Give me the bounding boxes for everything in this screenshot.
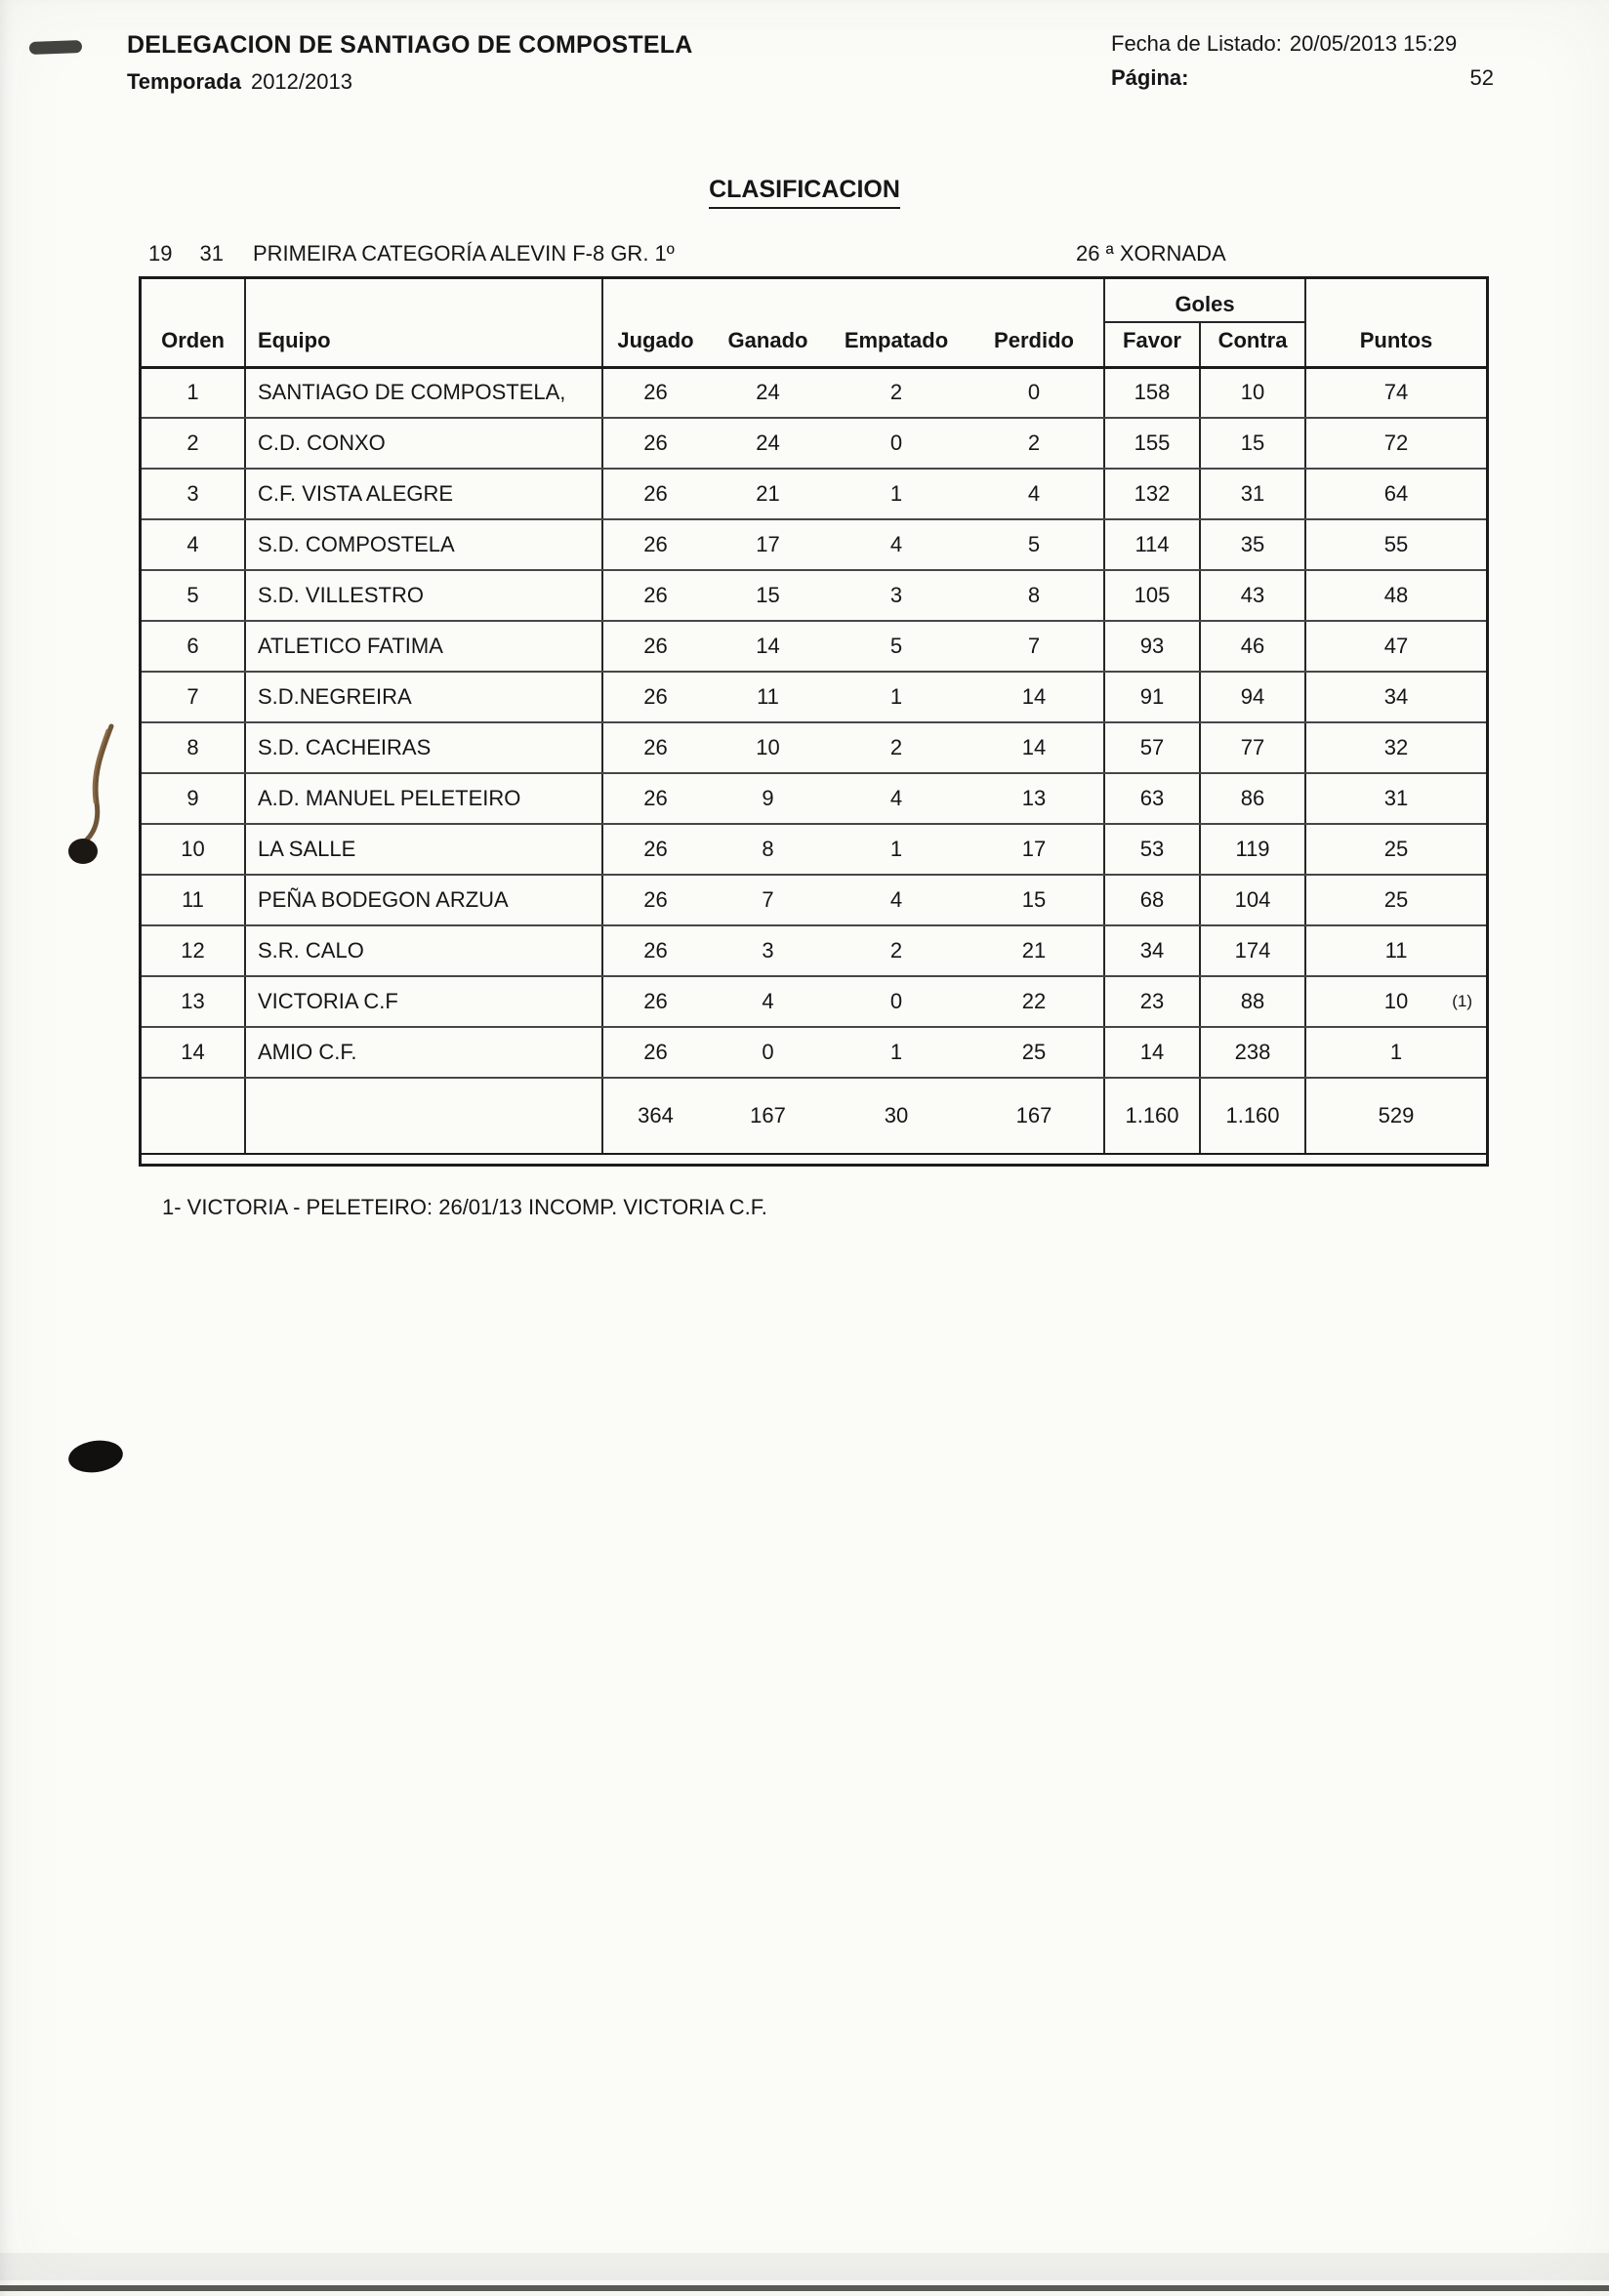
totals-cell-equipo [245, 1078, 602, 1154]
cell-jugado: 26 [602, 824, 708, 875]
cell-empatado: 2 [828, 367, 965, 418]
cell-contra: 10 [1200, 367, 1305, 418]
cell-ganado: 4 [708, 976, 828, 1027]
cell-contra: 86 [1200, 773, 1305, 824]
cell-favor: 158 [1104, 367, 1200, 418]
cell-contra: 174 [1200, 925, 1305, 976]
ink-dot-artifact [66, 1437, 125, 1475]
cell-perdido: 14 [965, 672, 1104, 722]
scan-bottom-edge [0, 2285, 1609, 2291]
competition-code-a: 19 [148, 241, 173, 266]
col-header-contra: Contra [1200, 322, 1305, 367]
standings-table-frame [139, 276, 1489, 1167]
cell-ganado: 15 [708, 570, 828, 621]
table-row [142, 1027, 1486, 1078]
cell-equipo: LA SALLE [245, 824, 602, 875]
cell-contra: 88 [1200, 976, 1305, 1027]
listed-line [1111, 31, 1494, 57]
cell-favor: 53 [1104, 824, 1200, 875]
cell-orden: 4 [142, 519, 245, 570]
cell-equipo: PEÑA BODEGON ARZUA [245, 875, 602, 925]
cell-puntos: 1 [1305, 1027, 1486, 1078]
scan-mark-artifact [29, 40, 82, 55]
cell-favor: 34 [1104, 925, 1200, 976]
col-header-jugado: Jugado [602, 279, 708, 367]
col-header-puntos: Puntos [1305, 279, 1486, 367]
table-row [142, 672, 1486, 722]
cell-orden: 14 [142, 1027, 245, 1078]
cell-jugado: 26 [602, 925, 708, 976]
cell-orden: 10 [142, 824, 245, 875]
cell-ganado: 3 [708, 925, 828, 976]
cell-contra: 94 [1200, 672, 1305, 722]
cell-contra: 43 [1200, 570, 1305, 621]
cell-puntos: 74 [1305, 367, 1486, 418]
header-row-top [142, 279, 1486, 322]
cell-puntos: 10 (1) [1305, 976, 1486, 1027]
table-row [142, 722, 1486, 773]
col-header-equipo: Equipo [245, 279, 602, 367]
table-footer [142, 1078, 1486, 1154]
table-row [142, 875, 1486, 925]
cell-empatado: 4 [828, 773, 965, 824]
cell-empatado: 5 [828, 621, 965, 672]
cell-orden: 12 [142, 925, 245, 976]
competition-line [148, 241, 675, 266]
cell-equipo: S.D. COMPOSTELA [245, 519, 602, 570]
cell-contra: 31 [1200, 469, 1305, 519]
table-row [142, 621, 1486, 672]
cell-ganado: 21 [708, 469, 828, 519]
cell-empatado: 1 [828, 469, 965, 519]
cell-puntos: 48 [1305, 570, 1486, 621]
cell-empatado: 2 [828, 925, 965, 976]
season-label: Temporada [127, 69, 241, 94]
cell-puntos: 11 [1305, 925, 1486, 976]
cell-orden: 2 [142, 418, 245, 469]
cell-ganado: 24 [708, 418, 828, 469]
totals-cell-orden [142, 1078, 245, 1154]
cell-favor: 23 [1104, 976, 1200, 1027]
table-row [142, 824, 1486, 875]
cell-puntos: 25 [1305, 824, 1486, 875]
cell-ganado: 7 [708, 875, 828, 925]
cell-empatado: 4 [828, 519, 965, 570]
cell-jugado: 26 [602, 672, 708, 722]
cell-jugado: 26 [602, 519, 708, 570]
cell-favor: 93 [1104, 621, 1200, 672]
cell-orden: 11 [142, 875, 245, 925]
cell-equipo: S.D.NEGREIRA [245, 672, 602, 722]
cell-contra: 46 [1200, 621, 1305, 672]
cell-perdido: 17 [965, 824, 1104, 875]
cell-empatado: 0 [828, 418, 965, 469]
cell-jugado: 26 [602, 976, 708, 1027]
cell-ganado: 8 [708, 824, 828, 875]
cell-puntos: 72 [1305, 418, 1486, 469]
document-header [127, 31, 1494, 95]
cell-perdido: 2 [965, 418, 1104, 469]
table-row [142, 570, 1486, 621]
table-header [142, 279, 1486, 367]
season-value: 2012/2013 [250, 69, 352, 94]
col-header-goles: Goles [1104, 279, 1305, 322]
cell-favor: 57 [1104, 722, 1200, 773]
cell-perdido: 15 [965, 875, 1104, 925]
col-header-perdido: Perdido [965, 279, 1104, 367]
standings-body [142, 367, 1486, 1078]
cell-contra: 104 [1200, 875, 1305, 925]
cell-puntos: 55 [1305, 519, 1486, 570]
table-row [142, 519, 1486, 570]
cell-jugado: 26 [602, 367, 708, 418]
totals-row [142, 1078, 1486, 1154]
cell-perdido: 21 [965, 925, 1104, 976]
scan-bottom-smudge [0, 2253, 1609, 2280]
table-row [142, 976, 1486, 1027]
totals-cell-jugado: 364 [602, 1078, 708, 1154]
cell-equipo: S.R. CALO [245, 925, 602, 976]
cell-favor: 132 [1104, 469, 1200, 519]
cell-equipo: C.F. VISTA ALEGRE [245, 469, 602, 519]
cell-jugado: 26 [602, 621, 708, 672]
cell-orden: 6 [142, 621, 245, 672]
competition-name: PRIMEIRA CATEGORÍA ALEVIN F-8 GR. 1º [252, 241, 675, 266]
cell-equipo: A.D. MANUEL PELETEIRO [245, 773, 602, 824]
totals-cell-perdido: 167 [965, 1078, 1104, 1154]
cell-orden: 1 [142, 367, 245, 418]
cell-contra: 238 [1200, 1027, 1305, 1078]
cell-perdido: 5 [965, 519, 1104, 570]
cell-puntos: 64 [1305, 469, 1486, 519]
cell-favor: 68 [1104, 875, 1200, 925]
col-header-empatado: Empatado [828, 279, 965, 367]
cell-puntos: 31 [1305, 773, 1486, 824]
staple-artifact [66, 720, 135, 877]
cell-favor: 91 [1104, 672, 1200, 722]
organization-title: DELEGACION DE SANTIAGO DE COMPOSTELA [127, 31, 693, 59]
cell-jugado: 26 [602, 875, 708, 925]
cell-ganado: 10 [708, 722, 828, 773]
table-row [142, 773, 1486, 824]
totals-cell-ganado: 167 [708, 1078, 828, 1154]
cell-perdido: 14 [965, 722, 1104, 773]
col-header-orden: Orden [142, 279, 245, 367]
cell-favor: 114 [1104, 519, 1200, 570]
cell-empatado: 4 [828, 875, 965, 925]
cell-perdido: 7 [965, 621, 1104, 672]
cell-jugado: 26 [602, 418, 708, 469]
cell-perdido: 8 [965, 570, 1104, 621]
cell-perdido: 22 [965, 976, 1104, 1027]
page-title [0, 176, 1609, 204]
cell-contra: 35 [1200, 519, 1305, 570]
cell-jugado: 26 [602, 722, 708, 773]
cell-favor: 14 [1104, 1027, 1200, 1078]
cell-ganado: 14 [708, 621, 828, 672]
cell-jugado: 26 [602, 1027, 708, 1078]
cell-puntos: 32 [1305, 722, 1486, 773]
col-header-ganado: Ganado [708, 279, 828, 367]
cell-contra: 77 [1200, 722, 1305, 773]
cell-ganado: 9 [708, 773, 828, 824]
cell-empatado: 1 [828, 1027, 965, 1078]
cell-favor: 155 [1104, 418, 1200, 469]
cell-ganado: 17 [708, 519, 828, 570]
cell-orden: 13 [142, 976, 245, 1027]
cell-empatado: 1 [828, 824, 965, 875]
totals-cell-empatado: 30 [828, 1078, 965, 1154]
totals-cell-contra: 1.160 [1200, 1078, 1305, 1154]
cell-perdido: 0 [965, 367, 1104, 418]
cell-equipo: AMIO C.F. [245, 1027, 602, 1078]
cell-equipo: S.D. VILLESTRO [245, 570, 602, 621]
cell-jugado: 26 [602, 469, 708, 519]
header-left [127, 31, 692, 95]
totals-cell-puntos: 529 [1305, 1078, 1486, 1154]
cell-jugado: 26 [602, 570, 708, 621]
table-row [142, 367, 1486, 418]
cell-puntos: 25 [1305, 875, 1486, 925]
cell-equipo: VICTORIA C.F [245, 976, 602, 1027]
page-label: Página: [1111, 65, 1189, 90]
cell-perdido: 13 [965, 773, 1104, 824]
header-right [1111, 31, 1494, 91]
cell-equipo: S.D. CACHEIRAS [245, 722, 602, 773]
page-title-text: CLASIFICACION [709, 176, 900, 209]
cell-perdido: 25 [965, 1027, 1104, 1078]
cell-empatado: 2 [828, 722, 965, 773]
cell-empatado: 3 [828, 570, 965, 621]
footnote: 1- VICTORIA - PELETEIRO: 26/01/13 INCOMP. VICTORIA C.F. [162, 1195, 767, 1219]
col-header-favor: Favor [1104, 322, 1200, 367]
jornada-label: 26 ª XORNADA [1076, 241, 1226, 266]
listed-label: Fecha de Listado: [1111, 31, 1282, 56]
cell-puntos: 34 [1305, 672, 1486, 722]
table-row [142, 418, 1486, 469]
cell-orden: 5 [142, 570, 245, 621]
cell-orden: 7 [142, 672, 245, 722]
cell-empatado: 1 [828, 672, 965, 722]
cell-orden: 8 [142, 722, 245, 773]
cell-contra: 119 [1200, 824, 1305, 875]
cell-puntos: 47 [1305, 621, 1486, 672]
page-number-line [1111, 65, 1494, 91]
totals-cell-favor: 1.160 [1104, 1078, 1200, 1154]
season-line [127, 69, 692, 95]
cell-empatado: 0 [828, 976, 965, 1027]
table-row [142, 925, 1486, 976]
cell-jugado: 26 [602, 773, 708, 824]
cell-favor: 105 [1104, 570, 1200, 621]
cell-orden: 9 [142, 773, 245, 824]
cell-perdido: 4 [965, 469, 1104, 519]
standings-table [142, 279, 1486, 1155]
cell-equipo: SANTIAGO DE COMPOSTELA, [245, 367, 602, 418]
cell-orden: 3 [142, 469, 245, 519]
cell-contra: 15 [1200, 418, 1305, 469]
page-number: 52 [1469, 65, 1494, 90]
cell-ganado: 11 [708, 672, 828, 722]
cell-ganado: 24 [708, 367, 828, 418]
footnote-marker: (1) [1452, 992, 1473, 1010]
table-row [142, 469, 1486, 519]
competition-code-b: 31 [199, 241, 224, 266]
listed-value: 20/05/2013 15:29 [1289, 31, 1458, 56]
cell-favor: 63 [1104, 773, 1200, 824]
cell-ganado: 0 [708, 1027, 828, 1078]
cell-equipo: C.D. CONXO [245, 418, 602, 469]
cell-equipo: ATLETICO FATIMA [245, 621, 602, 672]
